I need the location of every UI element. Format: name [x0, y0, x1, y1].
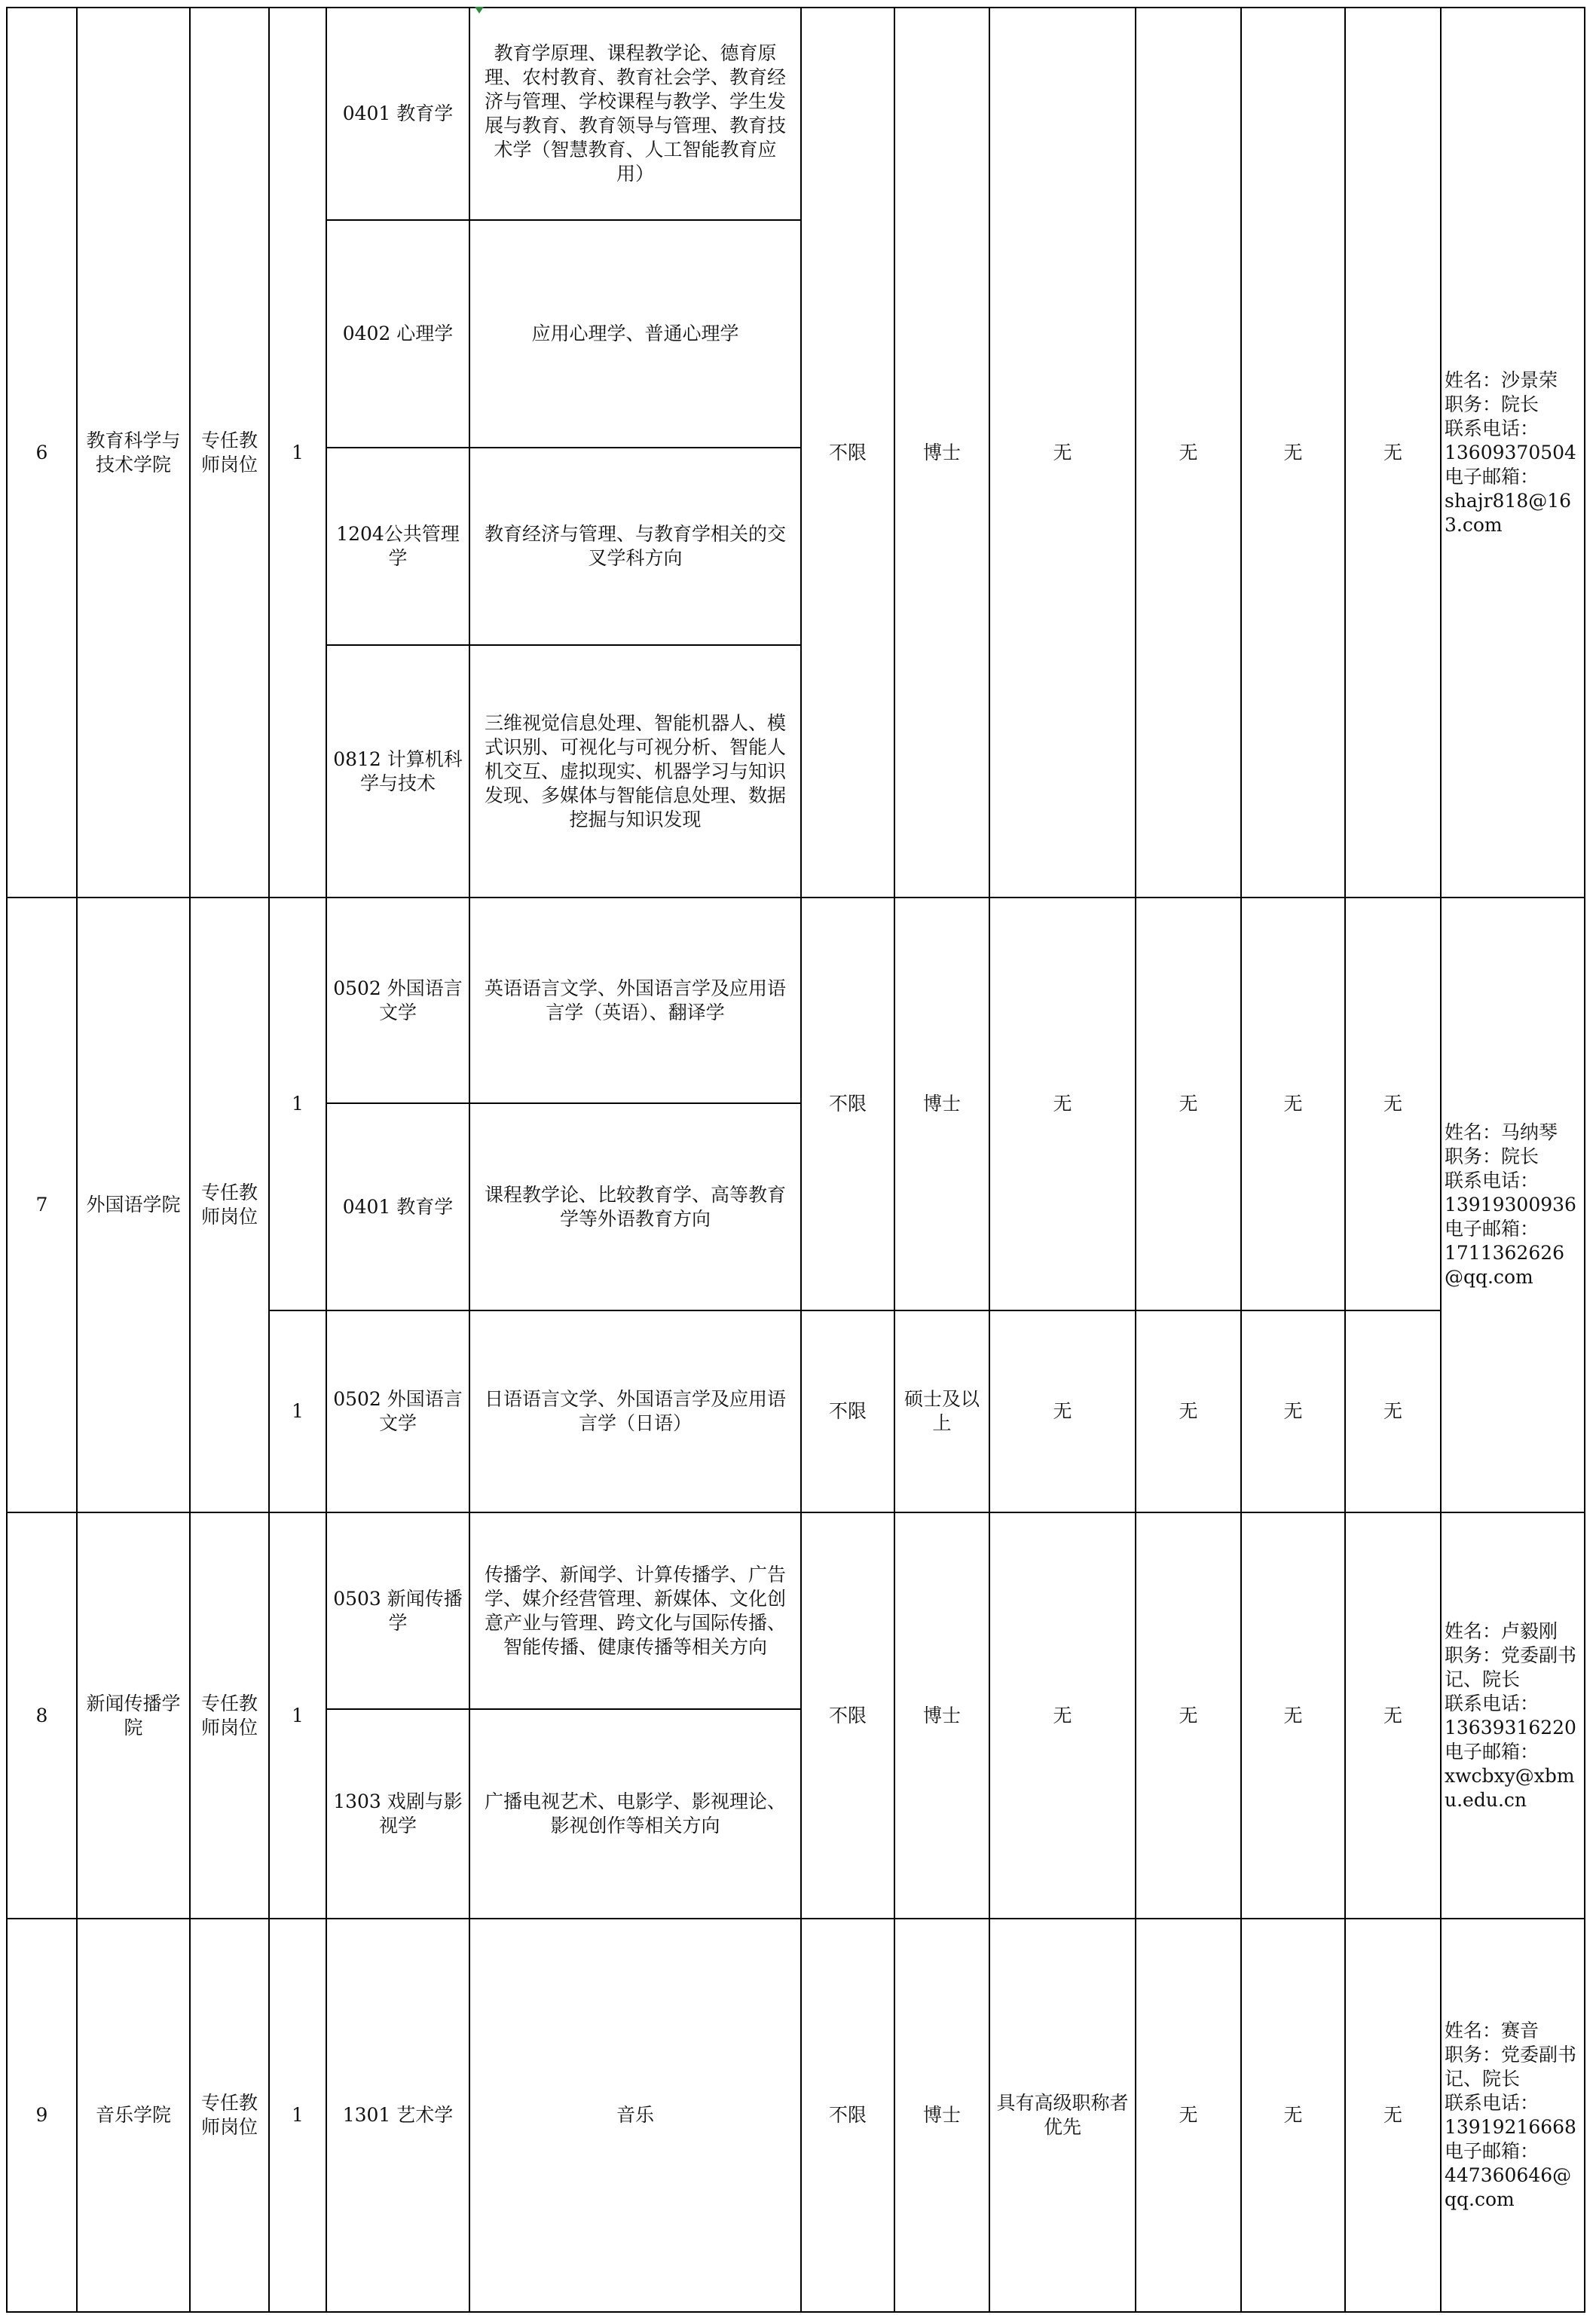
major-code: 0502 外国语言文学 — [326, 898, 469, 1103]
college-name: 外国语学院 — [77, 898, 190, 1512]
other-requirement: 无 — [989, 1512, 1136, 1919]
requirement-cell: 无 — [1136, 898, 1241, 1310]
college-name: 教育科学与技术学院 — [77, 8, 190, 898]
degree-requirement: 博士 — [894, 8, 989, 898]
requirement-cell: 无 — [1345, 8, 1441, 898]
table-row — [7, 8, 1585, 220]
other-requirement: 无 — [989, 898, 1136, 1310]
table-row — [7, 1919, 1585, 2312]
row-index: 7 — [7, 898, 77, 1512]
age-limit: 不限 — [801, 1919, 894, 2312]
requirement-cell: 无 — [1241, 1919, 1345, 2312]
age-limit: 不限 — [801, 8, 894, 898]
degree-requirement: 硕士及以上 — [894, 1310, 989, 1512]
major-code: 0812 计算机科学与技术 — [326, 645, 469, 898]
major-code: 1204公共管理学 — [326, 448, 469, 645]
requirement-cell: 无 — [1136, 1310, 1241, 1512]
research-direction: 广播电视艺术、电影学、影视理论、影视创作等相关方向 — [469, 1709, 801, 1919]
research-direction: 应用心理学、普通心理学 — [469, 220, 801, 448]
requirement-cell: 无 — [1345, 1512, 1441, 1919]
contact-title: 职务：党委副书记、院长 — [1445, 1644, 1577, 1690]
requirement-cell: 无 — [1241, 898, 1345, 1310]
contact-phone-label: 联系电话： — [1445, 2092, 1539, 2114]
hire-count: 1 — [269, 1919, 326, 2312]
contact-email-label: 电子邮箱： — [1445, 2140, 1539, 2162]
contact-info — [1441, 1919, 1585, 2312]
degree-requirement: 博士 — [894, 1512, 989, 1919]
degree-requirement: 博士 — [894, 1919, 989, 2312]
contact-phone-label: 联系电话： — [1445, 1170, 1539, 1191]
other-requirement: 具有高级职称者优先 — [989, 1919, 1136, 2312]
major-code: 0401 教育学 — [326, 8, 469, 220]
contact-title: 职务：党委副书记、院长 — [1445, 2044, 1577, 2090]
post-type: 专任教师岗位 — [190, 8, 269, 898]
cell-comment-marker — [475, 7, 484, 14]
contact-email: xwcbxy@xbmu.edu.cn — [1445, 1764, 1575, 1811]
age-limit: 不限 — [801, 1512, 894, 1919]
contact-email: shajr818@163.com — [1445, 489, 1572, 536]
row-index: 9 — [7, 1919, 77, 2312]
table-row — [7, 898, 1585, 1103]
research-direction: 传播学、新闻学、计算传播学、广告学、媒介经营管理、新媒体、文化创意产业与管理、跨文化与国际传播、智能传播、健康传播等相关方向 — [469, 1512, 801, 1709]
research-direction: 课程教学论、比较教育学、高等教育学等外语教育方向 — [469, 1103, 801, 1310]
contact-name: 姓名：卢毅刚 — [1445, 1619, 1558, 1642]
contact-info — [1441, 1512, 1585, 1919]
hire-count: 1 — [269, 8, 326, 898]
age-limit: 不限 — [801, 898, 894, 1310]
post-type: 专任教师岗位 — [190, 1919, 269, 2312]
requirement-cell: 无 — [1241, 1512, 1345, 1919]
contact-phone-label: 联系电话： — [1445, 1692, 1539, 1714]
contact-name: 姓名：赛音 — [1445, 2020, 1539, 2041]
contact-phone: 13639316220 — [1445, 1716, 1576, 1738]
major-code: 0402 心理学 — [326, 220, 469, 448]
contact-title: 职务：院长 — [1445, 1145, 1539, 1167]
post-type: 专任教师岗位 — [190, 1512, 269, 1919]
contact-info — [1441, 8, 1585, 898]
requirement-cell: 无 — [1136, 8, 1241, 898]
row-index: 8 — [7, 1512, 77, 1919]
contact-phone: 13919216668 — [1445, 2116, 1576, 2138]
research-direction: 日语语言文学、外国语言学及应用语言学（日语） — [469, 1310, 801, 1512]
recruitment-table — [6, 7, 1585, 2313]
age-limit: 不限 — [801, 1310, 894, 1512]
requirement-cell: 无 — [1136, 1919, 1241, 2312]
contact-email-label: 电子邮箱： — [1445, 1218, 1539, 1240]
contact-phone-label: 联系电话： — [1445, 417, 1539, 439]
requirement-cell: 无 — [1136, 1512, 1241, 1919]
major-code: 0502 外国语言文学 — [326, 1310, 469, 1512]
contact-email-label: 电子邮箱： — [1445, 1740, 1539, 1763]
contact-info — [1441, 898, 1585, 1512]
college-name: 新闻传播学院 — [77, 1512, 190, 1919]
hire-count: 1 — [269, 1512, 326, 1919]
major-code: 1301 艺术学 — [326, 1919, 469, 2312]
contact-phone: 13609370504 — [1445, 441, 1576, 463]
contact-email: 447360646@qq.com — [1445, 2164, 1572, 2210]
contact-email: 1711362626@qq.com — [1445, 1242, 1565, 1288]
requirement-cell: 无 — [1241, 8, 1345, 898]
row-index: 6 — [7, 8, 77, 898]
degree-requirement: 博士 — [894, 898, 989, 1310]
contact-name: 姓名：马纳琴 — [1445, 1121, 1558, 1143]
post-type: 专任教师岗位 — [190, 898, 269, 1512]
research-direction: 音乐 — [469, 1919, 801, 2312]
contact-title: 职务：院长 — [1445, 393, 1539, 415]
table-row — [7, 1512, 1585, 1709]
college-name: 音乐学院 — [77, 1919, 190, 2312]
research-direction: 三维视觉信息处理、智能机器人、模式识别、可视化与可视分析、智能人机交互、虚拟现实、机器学习与知识发现、多媒体与智能信息处理、数据挖掘与知识发现 — [469, 645, 801, 898]
contact-email-label: 电子邮箱： — [1445, 465, 1539, 488]
research-direction: 教育学原理、课程教学论、德育原理、农村教育、教育社会学、教育经济与管理、学校课程与教学、学生发展与教育、教育领导与管理、教育技术学（智慧教育、人工智能教育应用） — [469, 8, 801, 220]
requirement-cell: 无 — [1345, 1310, 1441, 1512]
contact-name: 姓名：沙景荣 — [1445, 368, 1558, 391]
requirement-cell: 无 — [1345, 898, 1441, 1310]
requirement-cell: 无 — [1345, 1919, 1441, 2312]
hire-count: 1 — [269, 1310, 326, 1512]
major-code: 0503 新闻传播学 — [326, 1512, 469, 1709]
major-code: 0401 教育学 — [326, 1103, 469, 1310]
other-requirement: 无 — [989, 1310, 1136, 1512]
other-requirement: 无 — [989, 8, 1136, 898]
requirement-cell: 无 — [1241, 1310, 1345, 1512]
hire-count: 1 — [269, 898, 326, 1310]
contact-phone: 13919300936 — [1445, 1194, 1576, 1216]
research-direction: 教育经济与管理、与教育学相关的交叉学科方向 — [469, 448, 801, 645]
research-direction: 英语语言文学、外国语言学及应用语言学（英语）、翻译学 — [469, 898, 801, 1103]
major-code: 1303 戏剧与影视学 — [326, 1709, 469, 1919]
